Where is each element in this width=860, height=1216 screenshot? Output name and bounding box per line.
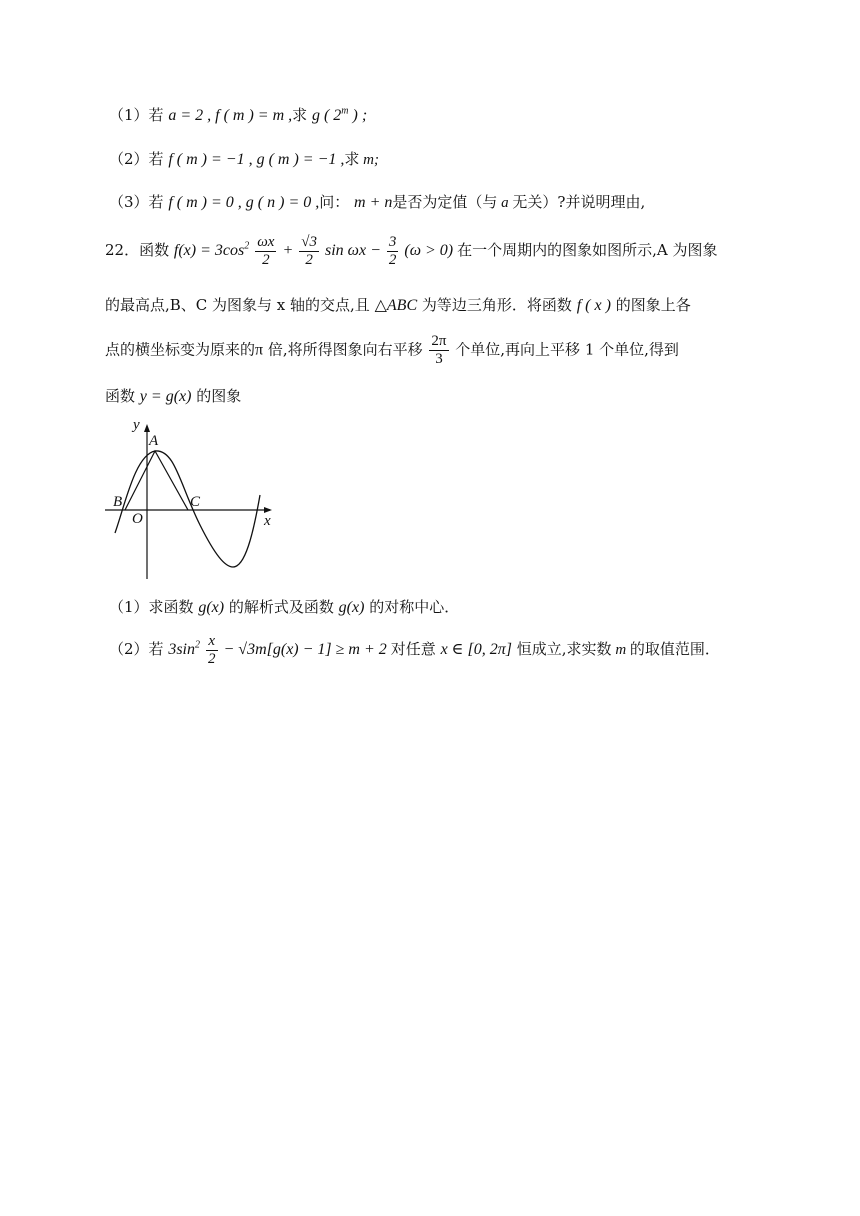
q21-part1: （1）若 a = 2 , f ( m ) = m ,求 g ( 2$^m$ ) ;: [109, 105, 368, 124]
q22-line4: 函数 y = g(x) 的图象: [105, 387, 242, 405]
shift-fraction: $\frac{2\pi}{3}$: [431, 333, 447, 367]
question-number: 22．: [105, 241, 140, 260]
q22-line1: 22．函数 $f(x) = 3\cos^2$ $\frac{\omega x}{2}$ + $\frac{√3}{2}$ sin ωx − $\frac{3}{2}$ (ω > 0) 在一个周期内的图象如图所示,A 为图象: [105, 234, 718, 268]
function-definition: $f(x) = 3\cos^2$ $\frac{\omega x}{2}$ + $\frac{√3}{2}$ sin ωx − $\frac{3}{2}$ (ω > 0): [173, 234, 454, 268]
label-o: O: [132, 511, 143, 527]
q21-part3: （3）若 f ( m ) = 0 , g ( n ) = 0 ,问： m + n是否为定值（与 a 无关）?并说明理由,: [109, 193, 646, 211]
y-axis-arrow: [144, 424, 150, 432]
label-a: A: [149, 433, 159, 449]
sine-graph-figure: [100, 415, 280, 585]
q21-part2-condition: f ( m ) = −1 , g ( m ) = −1 ,: [168, 151, 345, 168]
triangle-abc-lines: [125, 451, 188, 510]
label-x: x: [264, 513, 271, 529]
q21-part1-target: g ( 2$^m$ ) ;: [311, 105, 368, 124]
q22-line2: 的最高点,B、C 为图象与 x 轴的交点,且 △ABC 为等边三角形．将函数 f ( x ) 的图象上各: [105, 296, 691, 314]
inequality: $3\sin^2$ $\frac{x}{2}$ − √3m[g(x) − 1] ≥ m + 2: [168, 633, 387, 667]
label-b: B: [113, 494, 123, 510]
triangle-abc: △ABC: [374, 297, 418, 314]
q21-part2: （2）若 f ( m ) = −1 , g ( m ) = −1 ,求 m;: [109, 150, 379, 168]
q22-line3: 点的横坐标变为原来的π 倍,将所得图象向右平移 $\frac{2\pi}{3}$ 个单位,再向上平移 1 个单位,得到: [105, 333, 679, 367]
q21-part3-condition: f ( m ) = 0 , g ( n ) = 0 ,: [168, 194, 320, 211]
q22-sub1: （1）求函数 g(x) 的解析式及函数 g(x) 的对称中心．: [109, 598, 460, 616]
label-c: C: [190, 494, 201, 510]
label-y: y: [133, 417, 140, 433]
q21-part1-condition: a = 2 , f ( m ) = m ,: [168, 107, 293, 124]
q22-sub2: （2）若 $3\sin^2$ $\frac{x}{2}$ − √3m[g(x) − 1] ≥ m + 2 对任意 x ∈ [0, 2π] 恒成立,求实数 m 的取值范围．: [109, 633, 720, 667]
